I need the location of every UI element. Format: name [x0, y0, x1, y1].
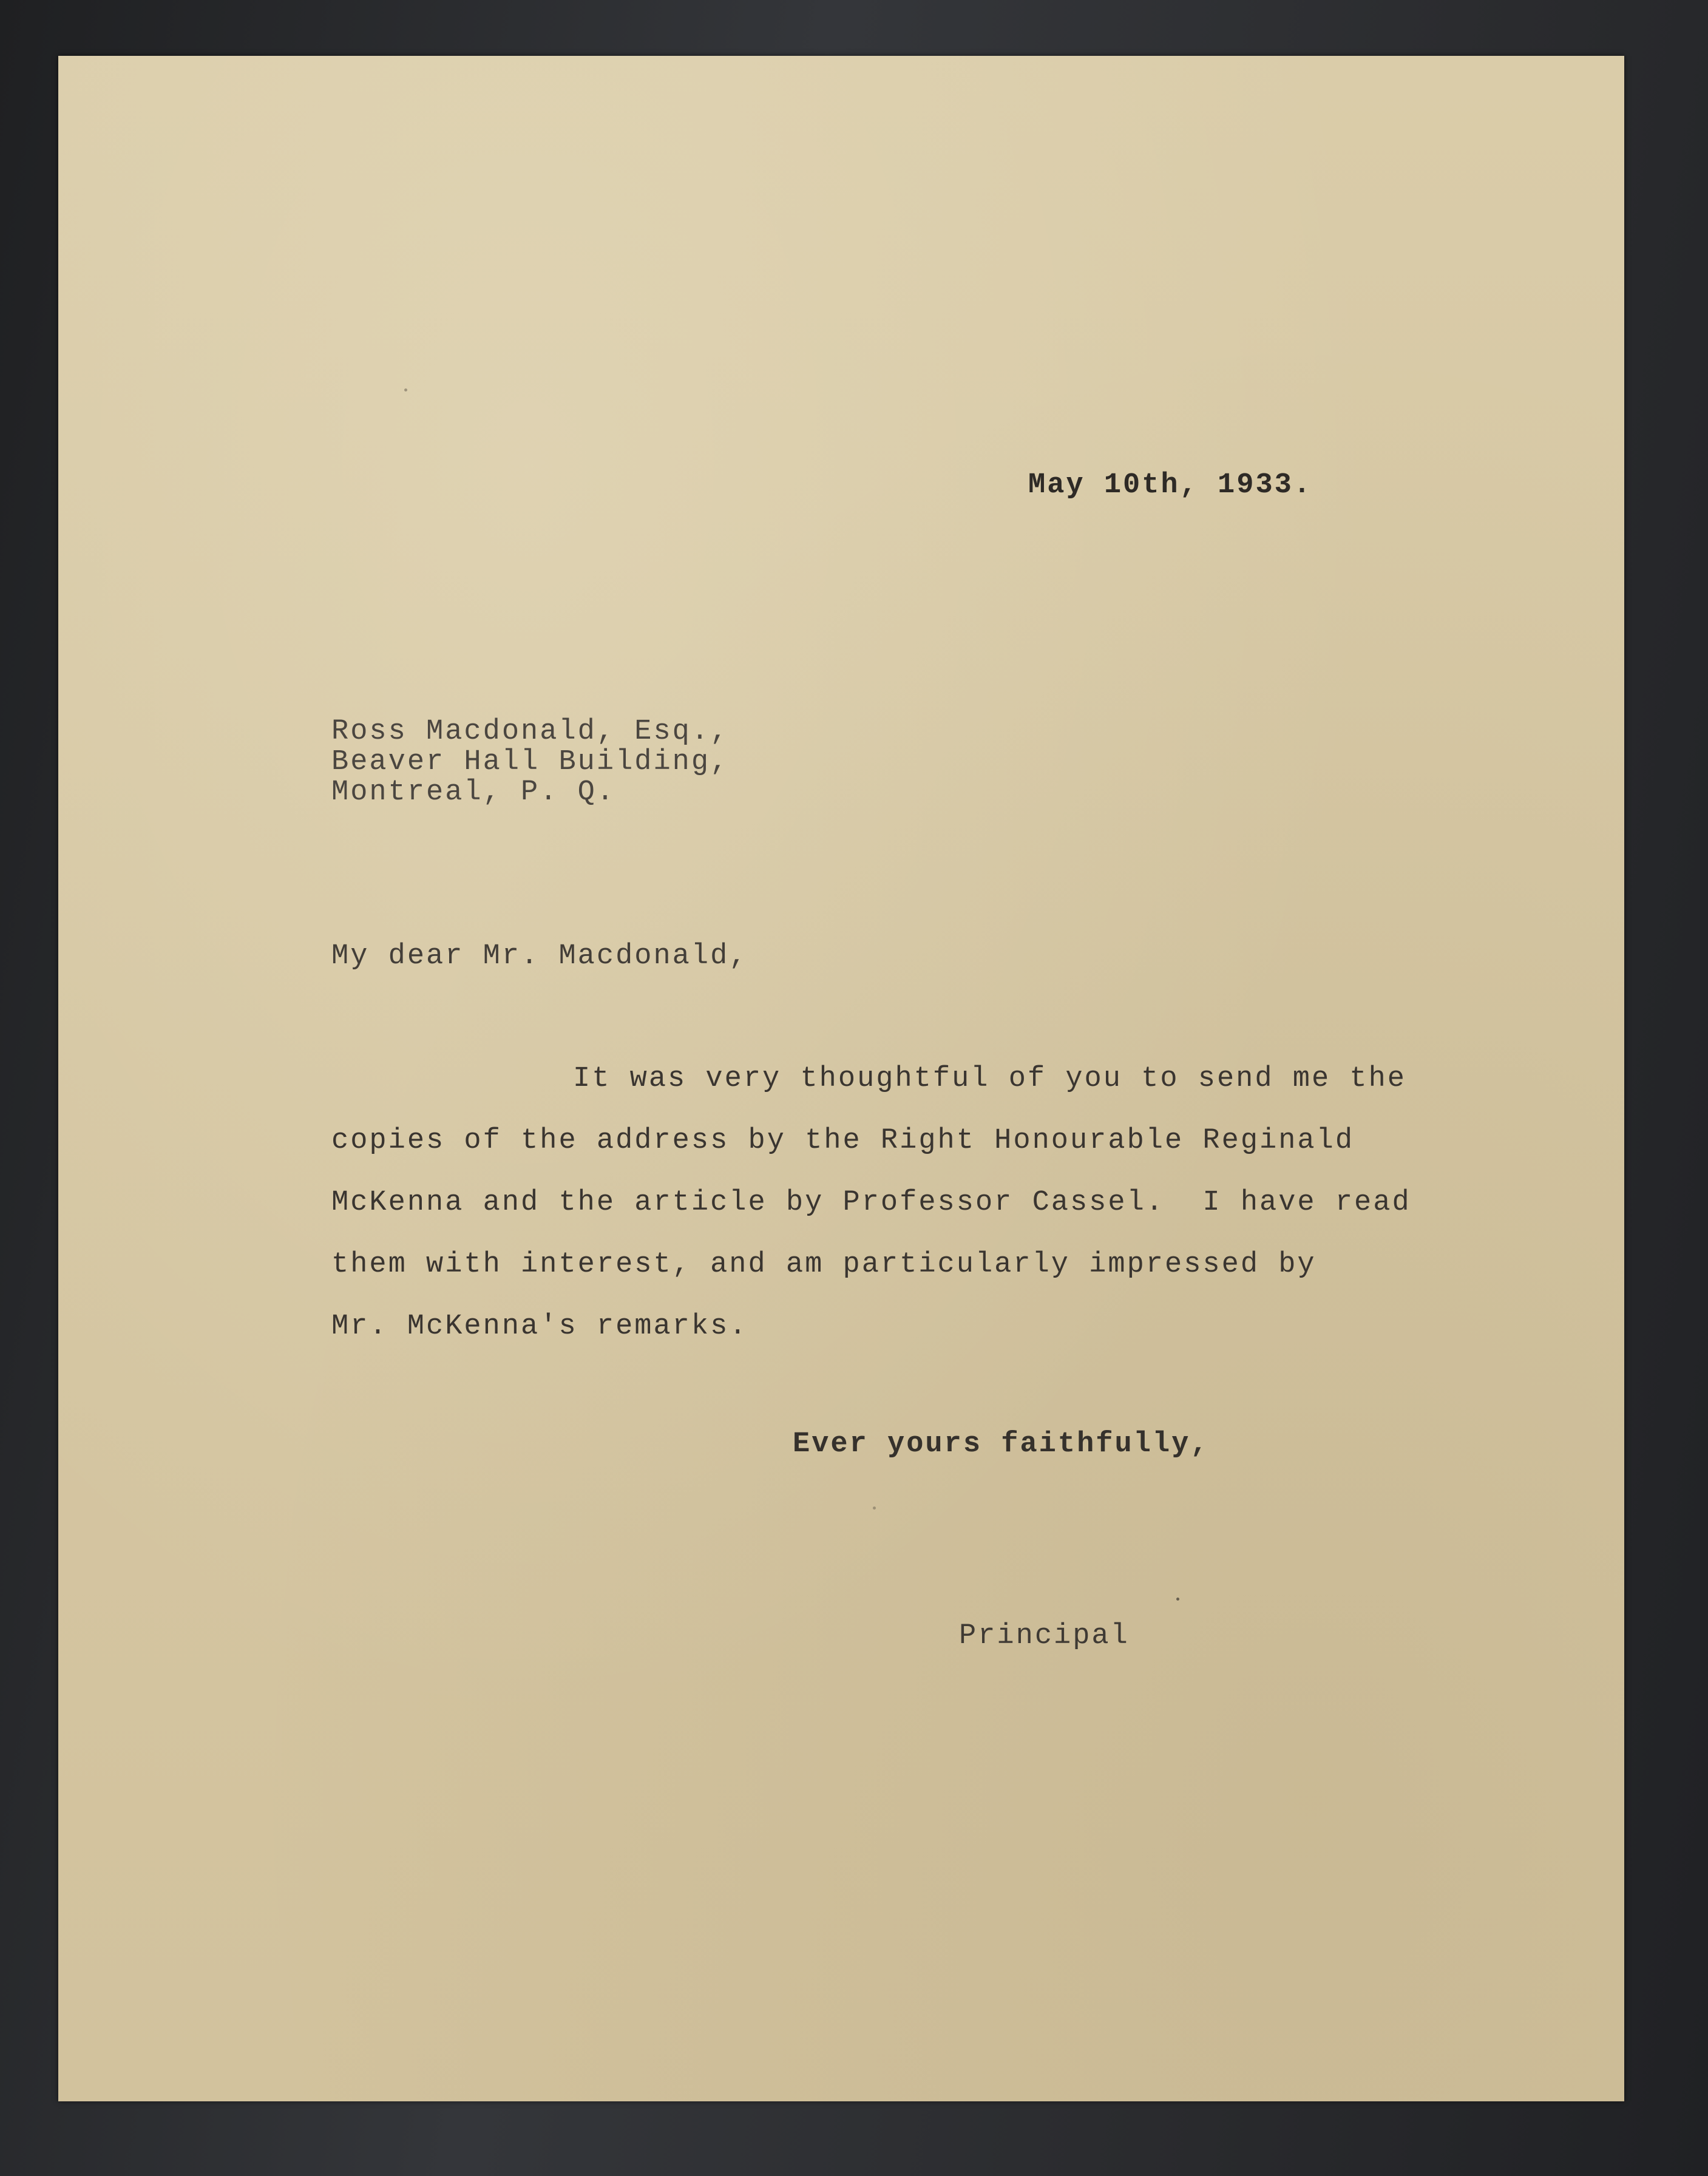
body-line: McKenna and the article by Professor Cassel. I have read: [331, 1187, 1411, 1219]
recipient-name: Ross Macdonald, Esq.,: [331, 716, 730, 748]
signature-title: Principal: [959, 1620, 1130, 1652]
ink-speck: [873, 1507, 876, 1510]
body-line: copies of the address by the Right Honourable Reginald: [331, 1125, 1355, 1157]
body-line: them with interest, and am particularly impressed by: [331, 1249, 1317, 1281]
letter-date: May 10th, 1933.: [1028, 469, 1313, 501]
closing: Ever yours faithfully,: [793, 1428, 1210, 1460]
letter-page: [58, 56, 1624, 2101]
ink-speck: [1176, 1598, 1179, 1601]
recipient-city: Montreal, P. Q.: [331, 776, 616, 808]
body-line: It was very thoughtful of you to send me the: [573, 1063, 1407, 1095]
body-line: Mr. McKenna's remarks.: [331, 1310, 748, 1343]
recipient-building: Beaver Hall Building,: [331, 746, 730, 778]
ink-speck: [404, 388, 407, 391]
salutation: My dear Mr. Macdonald,: [331, 940, 748, 972]
